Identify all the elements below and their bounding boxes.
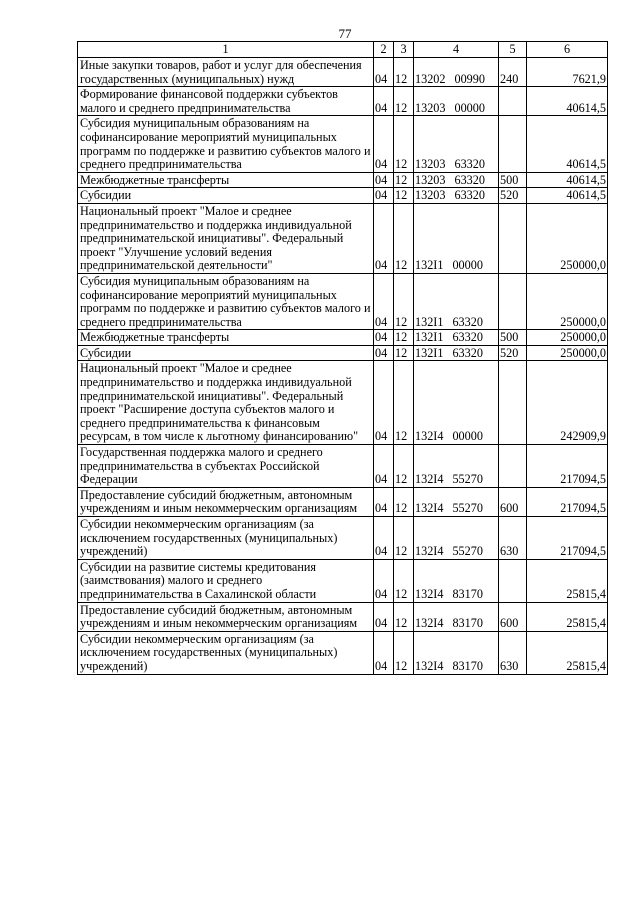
table-row — [78, 631, 608, 674]
target-article-program-code: 132I4 — [415, 501, 444, 516]
expense-type-code: 600 — [499, 487, 527, 516]
amount: 25815,4 — [527, 631, 608, 674]
target-article-code — [414, 487, 499, 516]
expense-type-code: 240 — [499, 58, 527, 87]
expense-type-code: 600 — [499, 602, 527, 631]
column-header: 2 — [374, 42, 394, 58]
target-article-program-code: 13203 — [415, 100, 446, 115]
expense-type-code: 500 — [499, 172, 527, 188]
amount: 40614,5 — [527, 172, 608, 188]
expense-type-code: 500 — [499, 330, 527, 346]
target-article-program-code: 13203 — [415, 157, 446, 172]
row-name: Субсидия муниципальным образованиям на софинансирование мероприятий муниципальных программ по поддержке и развитию субъектов малого и среднего предпринимательства — [78, 273, 374, 329]
amount: 250000,0 — [527, 273, 608, 329]
column-header: 3 — [394, 42, 414, 58]
row-name: Межбюджетные трансферты — [78, 172, 374, 188]
amount: 25815,4 — [527, 602, 608, 631]
target-article-code — [414, 273, 499, 329]
section-code: 04 — [374, 487, 394, 516]
row-name: Субсидии некоммерческим организациям (за исключением государственных (муниципальных) учреждений) — [78, 631, 374, 674]
page-number: 77 — [338, 26, 352, 41]
row-name: Субсидии некоммерческим организациям (за исключением государственных (муниципальных) учреждений) — [78, 517, 374, 560]
column-header: 4 — [414, 42, 499, 58]
subsection-code: 12 — [394, 203, 414, 273]
target-article-direction-code: 55270 — [452, 472, 483, 487]
expense-type-code — [499, 273, 527, 329]
subsection-code: 12 — [394, 87, 414, 116]
target-article-direction-code: 83170 — [452, 616, 483, 631]
section-code: 04 — [374, 87, 394, 116]
subsection-code: 12 — [394, 345, 414, 361]
section-code: 04 — [374, 559, 394, 602]
subsection-code: 12 — [394, 58, 414, 87]
expense-type-code: 520 — [499, 345, 527, 361]
expense-type-code: 630 — [499, 517, 527, 560]
column-header: 6 — [527, 42, 608, 58]
target-article-direction-code: 63320 — [454, 188, 485, 203]
target-article-program-code: 13203 — [415, 188, 446, 203]
table-row — [78, 559, 608, 602]
amount: 250000,0 — [527, 345, 608, 361]
amount: 242909,9 — [527, 361, 608, 445]
target-article-program-code: 132I1 — [415, 345, 444, 360]
section-code: 04 — [374, 203, 394, 273]
expense-type-code — [499, 203, 527, 273]
target-article-direction-code: 63320 — [452, 314, 483, 329]
target-article-code — [414, 559, 499, 602]
amount: 217094,5 — [527, 445, 608, 488]
amount: 40614,5 — [527, 188, 608, 204]
target-article-code — [414, 116, 499, 172]
section-code: 04 — [374, 330, 394, 346]
target-article-direction-code: 00990 — [454, 71, 485, 86]
table-row — [78, 273, 608, 329]
section-code: 04 — [374, 631, 394, 674]
budget-table — [77, 41, 608, 675]
row-name: Предоставление субсидий бюджетным, автономным учреждениям и иным некоммерческим организациям — [78, 602, 374, 631]
section-code: 04 — [374, 345, 394, 361]
section-code: 04 — [374, 517, 394, 560]
column-header: 1 — [78, 42, 374, 58]
target-article-direction-code: 00000 — [454, 100, 485, 115]
target-article-direction-code: 83170 — [452, 658, 483, 673]
section-code: 04 — [374, 602, 394, 631]
target-article-program-code: 13202 — [415, 71, 446, 86]
subsection-code: 12 — [394, 559, 414, 602]
target-article-direction-code: 63320 — [452, 345, 483, 360]
target-article-direction-code: 63320 — [454, 172, 485, 187]
amount: 250000,0 — [527, 330, 608, 346]
subsection-code: 12 — [394, 172, 414, 188]
expense-type-code — [499, 445, 527, 488]
row-name: Субсидии — [78, 345, 374, 361]
table-row — [78, 517, 608, 560]
table-row — [78, 188, 608, 204]
table-row — [78, 602, 608, 631]
subsection-code: 12 — [394, 273, 414, 329]
expense-type-code — [499, 87, 527, 116]
expense-type-code: 630 — [499, 631, 527, 674]
row-name: Субсидия муниципальным образованиям на софинансирование мероприятий муниципальных программ по поддержке и развитию субъектов малого и среднего предпринимательства — [78, 116, 374, 172]
target-article-program-code: 132I4 — [415, 472, 444, 487]
section-code: 04 — [374, 445, 394, 488]
row-name: Национальный проект "Малое и среднее предпринимательство и поддержка индивидуальной предпринимательской инициативы". Федеральный проект "Расширение доступа субъектов малого и среднего предпринимательства к финансовым ресурсам, в том числе к льготному финансированию" — [78, 361, 374, 445]
target-article-code — [414, 87, 499, 116]
target-article-program-code: 132I4 — [415, 658, 444, 673]
amount: 217094,5 — [527, 487, 608, 516]
target-article-program-code: 132I4 — [415, 429, 444, 444]
row-name: Иные закупки товаров, работ и услуг для обеспечения государственных (муниципальных) нужд — [78, 58, 374, 87]
table-row — [78, 445, 608, 488]
target-article-program-code: 132I4 — [415, 616, 444, 631]
target-article-program-code: 132I4 — [415, 544, 444, 559]
amount: 217094,5 — [527, 517, 608, 560]
section-code: 04 — [374, 116, 394, 172]
target-article-direction-code: 63320 — [452, 330, 483, 345]
table-row — [78, 487, 608, 516]
target-article-code — [414, 172, 499, 188]
table-row — [78, 87, 608, 116]
target-article-code — [414, 361, 499, 445]
target-article-code — [414, 330, 499, 346]
target-article-code — [414, 631, 499, 674]
subsection-code: 12 — [394, 517, 414, 560]
target-article-code — [414, 203, 499, 273]
target-article-direction-code: 63320 — [454, 157, 485, 172]
section-code: 04 — [374, 58, 394, 87]
subsection-code: 12 — [394, 445, 414, 488]
section-code: 04 — [374, 361, 394, 445]
column-header: 5 — [499, 42, 527, 58]
target-article-program-code: 132I4 — [415, 586, 444, 601]
subsection-code: 12 — [394, 188, 414, 204]
table-row — [78, 172, 608, 188]
section-code: 04 — [374, 172, 394, 188]
target-article-direction-code: 55270 — [452, 501, 483, 516]
expense-type-code — [499, 361, 527, 445]
amount: 25815,4 — [527, 559, 608, 602]
target-article-direction-code: 83170 — [452, 586, 483, 601]
subsection-code: 12 — [394, 330, 414, 346]
row-name: Государственная поддержка малого и среднего предпринимательства в субъектах Российской Федерации — [78, 445, 374, 488]
target-article-code — [414, 517, 499, 560]
expense-type-code — [499, 559, 527, 602]
target-article-program-code: 132I1 — [415, 258, 444, 273]
row-name: Формирование финансовой поддержки субъектов малого и среднего предпринимательства — [78, 87, 374, 116]
expense-type-code — [499, 116, 527, 172]
table-row — [78, 330, 608, 346]
target-article-code — [414, 58, 499, 87]
expense-type-code: 520 — [499, 188, 527, 204]
target-article-program-code: 132I1 — [415, 330, 444, 345]
table-row — [78, 361, 608, 445]
target-article-direction-code: 00000 — [452, 258, 483, 273]
target-article-code — [414, 445, 499, 488]
target-article-program-code: 13203 — [415, 172, 446, 187]
table-row — [78, 58, 608, 87]
amount: 250000,0 — [527, 203, 608, 273]
table-row — [78, 116, 608, 172]
table-row — [78, 203, 608, 273]
amount: 40614,5 — [527, 116, 608, 172]
section-code: 04 — [374, 273, 394, 329]
subsection-code: 12 — [394, 602, 414, 631]
header-row — [78, 42, 608, 58]
amount: 40614,5 — [527, 87, 608, 116]
subsection-code: 12 — [394, 361, 414, 445]
table-row — [78, 345, 608, 361]
subsection-code: 12 — [394, 487, 414, 516]
amount: 7621,9 — [527, 58, 608, 87]
row-name: Субсидии — [78, 188, 374, 204]
row-name: Субсидии на развитие системы кредитования (заимствования) малого и среднего предпринимательства в Сахалинской области — [78, 559, 374, 602]
target-article-program-code: 132I1 — [415, 314, 444, 329]
target-article-code — [414, 602, 499, 631]
target-article-code — [414, 345, 499, 361]
row-name: Национальный проект "Малое и среднее предпринимательство и поддержка индивидуальной предпринимательской инициативы". Федеральный проект "Улучшение условий ведения предпринимательской деятельности" — [78, 203, 374, 273]
section-code: 04 — [374, 188, 394, 204]
row-name: Предоставление субсидий бюджетным, автономным учреждениям и иным некоммерческим организациям — [78, 487, 374, 516]
target-article-code — [414, 188, 499, 204]
subsection-code: 12 — [394, 116, 414, 172]
subsection-code: 12 — [394, 631, 414, 674]
target-article-direction-code: 55270 — [452, 544, 483, 559]
target-article-direction-code: 00000 — [452, 429, 483, 444]
row-name: Межбюджетные трансферты — [78, 330, 374, 346]
